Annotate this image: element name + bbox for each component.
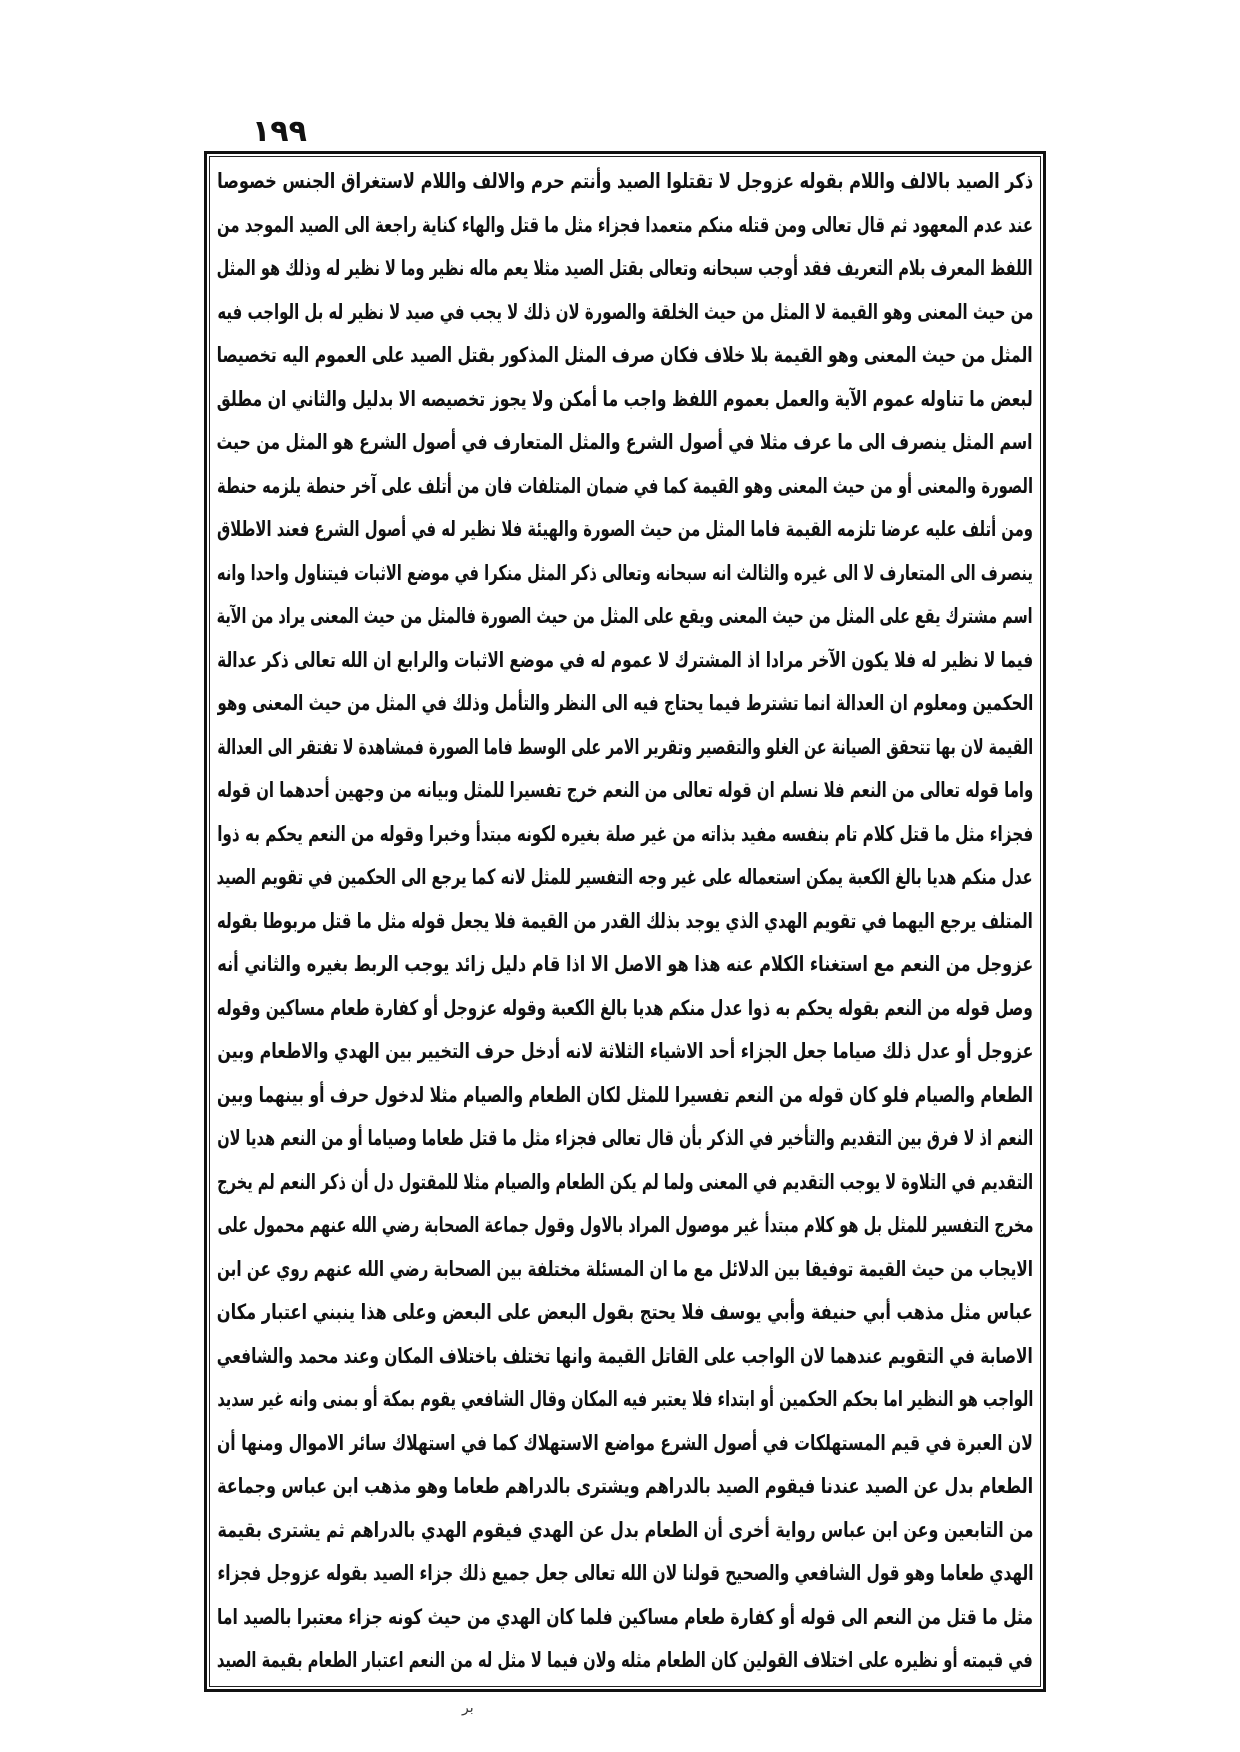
text-line xyxy=(217,595,1033,639)
text-line-content: اللفظ المعرف بلام التعريف فقد أوجب سبحانه وتعالى بقتل الصيد مثلا يعم ماله نظير وما لا نظير له وذلك هو المثل xyxy=(217,256,1033,280)
text-line xyxy=(217,682,1033,726)
text-line-content: واما قوله تعالى من النعم فلا نسلم ان قوله تعالى من النعم خرج تفسيرا للمثل وبيانه من وجهين أحدهما ان قوله xyxy=(217,778,1033,802)
text-line-content: عزوجل من النعم مع استغناء الكلام عنه هذا هو الاصل الا اذا قام دليل زائد يوجب الربط بغيره والثاني أنه xyxy=(217,952,1033,976)
text-line xyxy=(217,639,1033,683)
text-line xyxy=(217,1248,1033,1292)
text-line-content: الايجاب من حيث القيمة توفيقا بين الدلائل مع ما ان المسئلة مختلفة بين الصحابة رضي الله عنهم روي عن ابن xyxy=(217,1256,1033,1281)
text-line xyxy=(217,1465,1033,1509)
text-line xyxy=(217,813,1033,857)
text-line-content: الحكمين ومعلوم ان العدالة انما تشترط فيما يحتاج فيه الى النظر والتأمل وذلك في المثل من حيث المعنى وهو xyxy=(217,691,1033,715)
text-line-content: عزوجل أو عدل ذلك صياما جعل الجزاء أحد الاشياء الثلاثة لانه أدخل حرف التخيير بين الهدي والاطعام وبين xyxy=(217,1039,1033,1063)
text-line-content: ذكر الصيد بالالف واللام بقوله عزوجل لا تقتلوا الصيد وأنتم حرم والالف واللام لاستغراق الجنس خصوصا xyxy=(217,169,1033,193)
text-line xyxy=(217,1639,1033,1683)
text-line-content: ينصرف الى المتعارف لا الى غيره والثالث انه سبحانه وتعالى ذكر المثل منكرا في موضع الاثبات فيتناول واحدا وانه xyxy=(217,560,1033,585)
text-line-content: في قيمته أو نظيره على اختلاف القولين كان الطعام مثله ولان فيما لا مثل له من النعم اعتبار الطعام بقيمة الصيد xyxy=(217,1648,1033,1672)
text-line-content: مثل ما قتل من النعم الى قوله أو كفارة طعام مساكين فلما كان الهدي من حيث كونه جزاء معتبرا بالصيد اما xyxy=(217,1604,1033,1629)
text-line xyxy=(217,726,1033,770)
text-line-content: وصل قوله من النعم بقوله يحكم به ذوا عدل منكم هديا بالغ الكعبة وقوله عزوجل أو كفارة طعام مساكين وقوله xyxy=(217,995,1033,1020)
text-line xyxy=(217,900,1033,944)
text-line xyxy=(217,769,1033,813)
text-line xyxy=(217,1422,1033,1466)
text-line-content: المتلف يرجع اليهما في تقويم الهدي الذي يوجد بذلك القدر من القيمة فلا يجعل قوله مثل ما قتل مربوطا بقوله xyxy=(217,908,1033,933)
text-line xyxy=(217,378,1033,422)
text-line xyxy=(217,1204,1033,1248)
text-line-content: القيمة لان بها تتحقق الصيانة عن الغلو والتقصير وتقرير الامر على الوسط فاما الصورة فمشاهدة لا تفتقر الى العدالة xyxy=(217,734,1033,759)
text-line xyxy=(217,291,1033,335)
text-line xyxy=(217,204,1033,248)
text-line xyxy=(217,1378,1033,1422)
text-line xyxy=(217,465,1033,509)
text-line xyxy=(217,421,1033,465)
text-line-content: لان العبرة في قيم المستهلكات في أصول الشرع مواضع الاستهلاك كما في استهلاك سائر الاموال ومنها أن xyxy=(217,1430,1033,1455)
text-line xyxy=(217,552,1033,596)
text-line-content: ومن أتلف عليه عرضا تلزمه القيمة فاما المثل من حيث الصورة والهيئة فلا نظير له في أصول الشرع فعند الاطلاق xyxy=(217,517,1033,541)
printer-signature-mark: بر xyxy=(462,1700,474,1716)
text-line-content: لبعض ما تناوله عموم الآية والعمل بعموم اللفظ واجب ما أمكن ولا يجوز تخصيصه الا بدليل والثاني ان مطلق xyxy=(217,386,1033,411)
text-line xyxy=(217,334,1033,378)
text-line-content: المثل من حيث المعنى وهو القيمة بلا خلاف فكان صرف المثل المذكور بقتل الصيد على العموم اليه تخصيصا xyxy=(217,343,1033,367)
text-line-content: الصورة والمعنى أو من حيث المعنى وهو القيمة كما في ضمان المتلفات فان من أتلف على آخر حنطة يلزمه حنطة xyxy=(217,473,1033,498)
text-line xyxy=(217,856,1033,900)
text-line-content: اسم مشترك يقع على المثل من حيث المعنى ويقع على المثل من حيث الصورة فالمثل من حيث المعنى يراد من الآية xyxy=(217,604,1033,628)
text-line xyxy=(217,508,1033,552)
text-line xyxy=(217,1291,1033,1335)
text-line xyxy=(217,1335,1033,1379)
body-text xyxy=(217,160,1033,1683)
text-line-content: التقديم في التلاوة لا يوجب التقديم في المعنى ولما لم يكن الطعام والصيام مثلا للمقتول دل أن ذكر النعم لم يخرج xyxy=(217,1169,1033,1194)
text-line xyxy=(217,1030,1033,1074)
text-line-content: الواجب هو النظير اما بحكم الحكمين أو ابتداء فلا يعتبر فيه المكان وقال الشافعي يقوم بمكة أو بمنى وانه غير سديد xyxy=(217,1387,1033,1411)
text-line xyxy=(217,160,1033,204)
text-line xyxy=(217,1161,1033,1205)
text-line-content: عباس مثل مذهب أبي حنيفة وأبي يوسف فلا يحتج بقول البعض على البعض وعلى هذا ينبني اعتبار مكان xyxy=(217,1300,1033,1324)
text-line-content: الاصابة في التقويم عندهما لان الواجب على القاتل القيمة وانها تختلف باختلاف المكان وعند محمد والشافعي xyxy=(217,1343,1033,1368)
text-line-content: اسم المثل ينصرف الى ما عرف مثلا في أصول الشرع والمثل المتعارف في أصول الشرع هو المثل من حيث xyxy=(217,430,1033,454)
text-line xyxy=(217,1552,1033,1596)
text-line xyxy=(217,1509,1033,1553)
text-line xyxy=(217,987,1033,1031)
text-line xyxy=(217,1117,1033,1161)
text-line-content: فجزاء مثل ما قتل كلام تام بنفسه مفيد بذاته من غير صلة بغيره لكونه مبتدأ وخبرا وقوله من النعم يحكم به ذوا xyxy=(217,821,1033,846)
text-frame xyxy=(204,151,1046,1692)
text-line-content: النعم اذ لا فرق بين التقديم والتأخير في الذكر بأن قال تعالى فجزاء مثل ما قتل طعاما وصياما أو من النعم هديا لان xyxy=(217,1126,1033,1150)
text-line xyxy=(217,247,1033,291)
text-line-content: الطعام والصيام فلو كان قوله من النعم تفسيرا للمثل لكان الطعام والصيام مثلا لدخول حرف أو بينهما وبين xyxy=(217,1082,1033,1107)
text-line-content: الهدي طعاما وهو قول الشافعي والصحيح قولنا لان الله تعالى جعل جميع ذلك جزاء الصيد بقوله عزوجل فجزاء xyxy=(217,1561,1033,1585)
text-line-content: عند عدم المعهود ثم قال تعالى ومن قتله منكم متعمدا فجزاء مثل ما قتل والهاء كناية راجعة الى الصيد الموجد من xyxy=(217,212,1033,237)
page-number: ١٩٩ xyxy=(252,114,307,149)
text-line-content: عدل منكم هديا بالغ الكعبة يمكن استعماله على غير وجه التفسير للمثل لانه كما يرجع الى الحكمين في تقويم الصيد xyxy=(217,865,1033,889)
text-line xyxy=(217,1596,1033,1640)
text-line xyxy=(217,943,1033,987)
text-line xyxy=(217,1074,1033,1118)
text-line-content: مخرج التفسير للمثل بل هو كلام مبتدأ غير موصول المراد بالاول وقول جماعة الصحابة رضي الله عنهم محمول على xyxy=(217,1213,1033,1237)
text-line-content: الطعام بدل عن الصيد عندنا فيقوم الصيد بالدراهم ويشترى بالدراهم طعاما وهو مذهب ابن عباس وجماعة xyxy=(217,1474,1033,1498)
text-line-content: من التابعين وعن ابن عباس رواية أخرى أن الطعام بدل عن الهدي فيقوم الهدي بالدراهم ثم يشترى بقيمة xyxy=(217,1517,1033,1542)
text-line-content: من حيث المعنى وهو القيمة لا المثل من حيث الخلقة والصورة لان ذلك لا يجب في صيد لا نظير له بل الواجب فيه xyxy=(217,299,1033,324)
text-line-content: فيما لا نظير له فلا يكون الآخر مرادا اذ المشترك لا عموم له في موضع الاثبات والرابع ان الله تعالى ذكر عدالة xyxy=(217,647,1033,672)
